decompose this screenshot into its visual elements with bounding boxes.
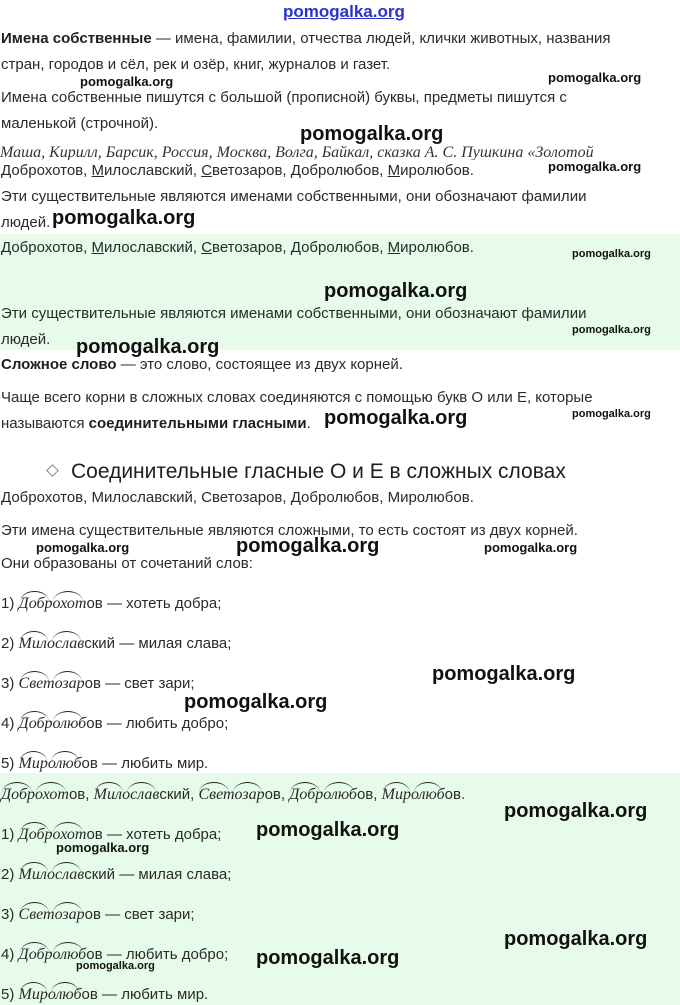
diamond-icon [46,464,59,477]
watermark: pomogalka.org [504,928,648,950]
watermark: pomogalka.org [324,280,468,302]
examples-line: Маша, Кирилл, Барсик, Россия, Москва, Волга, Байкал, сказка А. С. Пушкина «Золотой [0,146,594,160]
item-number: 2) [1,635,15,652]
paragraph-line: людей. [1,331,51,348]
suffix: ов [86,715,103,732]
watermark: pomogalka.org [484,540,578,555]
paragraph-line: людей. [1,214,51,231]
meaning: — любить добро; [102,715,229,732]
paragraph-connecting-vowels: Чаще всего корни в сложных словах соединяются с помощью букв О или Е, которые [1,389,593,406]
capital-letter: М [91,162,104,179]
capital-letter: Д [1,239,12,256]
paragraph-proper-names-definition [1,29,611,49]
surname-text: ветозаров, [212,162,291,179]
suffix: ский, [159,786,199,803]
item-number: 1) [1,826,15,843]
watermark: pomogalka.org [324,407,468,429]
surnames-line-answer [1,238,474,258]
item-number: 5) [1,755,15,772]
item-number: 3) [1,675,15,692]
watermark: pomogalka.org [548,159,642,174]
compound-root-word: Светозар [18,906,85,923]
compound-root-word: Добролюб [18,715,87,732]
meaning: — милая слава; [115,866,232,883]
term-connecting-vowels: соединительными гласными [88,415,307,432]
suffix: ов [84,675,101,692]
term-compound-word: Сложное слово [1,356,117,373]
text: . [306,415,311,432]
heading-text: Соединительные гласные О и Е в сложных словах [71,460,566,483]
surnames-plain-line: Доброхотов, Милославский, Светозаров, Добролюбов, Миролюбов. [1,489,474,506]
root-arc [20,591,50,602]
item-number: 4) [1,715,15,732]
compound-root-word: Светозар [18,675,85,692]
watermark: pomogalka.org [52,207,196,229]
suffix: ов [84,906,101,923]
watermark: pomogalka.org [80,74,174,89]
suffix: ов. [444,786,466,803]
surname-text: ветозаров, [212,239,291,256]
root-arc [53,591,83,602]
compound-root-word: Светозар [198,786,265,803]
watermark: pomogalka.org [236,535,380,557]
watermark: pomogalka.org [572,408,651,420]
watermark: pomogalka.org [256,819,400,841]
watermark: pomogalka.org [256,947,400,969]
compound-root-word: Миролюб [381,786,445,803]
paragraph-compound-explanation: Эти имена существительные являются сложными, то есть состоят из двух корней. [1,522,578,539]
compound-root-word: Миролюб [18,986,82,1003]
meaning: — хотеть добра; [102,826,222,843]
watermark: pomogalka.org [76,960,155,972]
suffix: ов [81,986,98,1003]
surname-text: илославский, [103,239,202,256]
root-arc [20,751,48,762]
paragraph-line: стран, городов и сёл, рек и озёр, книг, журналов и газет. [1,56,391,73]
capital-letter: М [387,239,401,256]
meaning: — милая слава; [115,635,232,652]
compound-root-word: Доброхот [1,786,69,803]
paragraph-formed-from: Они образованы от сочетаний слов: [1,555,253,572]
site-link[interactable]: pomogalka.org [283,2,405,21]
section-heading [48,460,566,484]
term-proper-names: Имена собственные [1,30,152,47]
root-arc [20,631,49,642]
watermark: pomogalka.org [36,540,130,555]
suffix: ов, [356,786,382,803]
paragraph-explanation-answer: Эти существительные являются именами собственными, они обозначают фамилии [1,305,587,322]
compound-root-word: Милослав [18,866,85,883]
definition-text: — имена, фамилии, отчества людей, клички животных, названия [151,30,611,47]
root-arc [20,711,50,722]
meaning: — свет зари; [100,675,195,692]
suffix: ов [86,595,103,612]
text: называются [1,415,89,432]
surname-text: илославский, [103,162,202,179]
surname-text: оброхотов, [11,239,92,256]
capital-letter: Д [290,239,302,256]
compound-root-word: Миролюб [18,755,82,772]
paragraph-capital-rule: Имена собственные пишутся с большой (прописной) буквы, предметы пишутся с [1,89,567,106]
watermark: pomogalka.org [504,800,648,822]
watermark: pomogalka.org [184,691,328,713]
paragraph-line: маленькой (строчной). [1,115,159,132]
item-number: 3) [1,906,15,923]
suffix: ов, [68,786,94,803]
surname-text: иролюбов. [400,239,474,256]
watermark: pomogalka.org [548,70,642,85]
item-number: 1) [1,595,15,612]
surname-text: обролюбов, [301,162,388,179]
suffix: ов, [264,786,290,803]
paragraph-explanation: Эти существительные являются именами собственными, они обозначают фамилии [1,188,587,205]
capital-letter: М [387,162,401,179]
watermark: pomogalka.org [56,840,150,855]
compound-root-word: Добролюб [18,946,87,963]
root-arc [53,671,82,682]
meaning: — любить мир. [97,986,209,1003]
definition-text: — это слово, состоящее из двух корней. [116,356,403,373]
meaning: — свет зари; [100,906,195,923]
suffix: ов [81,755,98,772]
watermark: pomogalka.org [432,663,576,685]
meaning: — хотеть добра; [102,595,222,612]
surname-text: оброхотов, [11,162,92,179]
item-number: 2) [1,866,15,883]
capital-letter: С [201,239,213,256]
item-number: 4) [1,946,15,963]
meaning: — любить мир. [97,755,209,772]
meaning: — любить добро; [102,946,229,963]
suffix: ов [86,946,103,963]
item-number: 5) [1,986,15,1003]
capital-letter: Д [1,162,12,179]
watermark: pomogalka.org [572,248,651,260]
watermark: pomogalka.org [76,336,220,358]
compound-root-word: Доброхот [18,595,87,612]
compound-root-word: Милослав [18,635,85,652]
paragraph-line [1,414,311,434]
capital-letter: С [201,162,213,179]
compound-root-word: Добролюб [289,786,357,803]
root-arc [53,711,83,722]
root-arc [52,631,81,642]
root-arc [20,671,49,682]
capital-letter: Д [290,162,302,179]
suffix: ский [84,635,116,652]
watermark: pomogalka.org [300,123,444,145]
surname-text: обролюбов, [301,239,388,256]
compound-root-word: Доброхот [18,826,87,843]
suffix: ский [84,866,116,883]
root-arc [51,751,79,762]
watermark: pomogalka.org [572,324,651,336]
surname-text: иролюбов. [400,162,474,179]
surnames-line [1,161,474,181]
capital-letter: М [91,239,104,256]
compound-root-word: Милослав [93,786,160,803]
suffix: ов [86,826,103,843]
